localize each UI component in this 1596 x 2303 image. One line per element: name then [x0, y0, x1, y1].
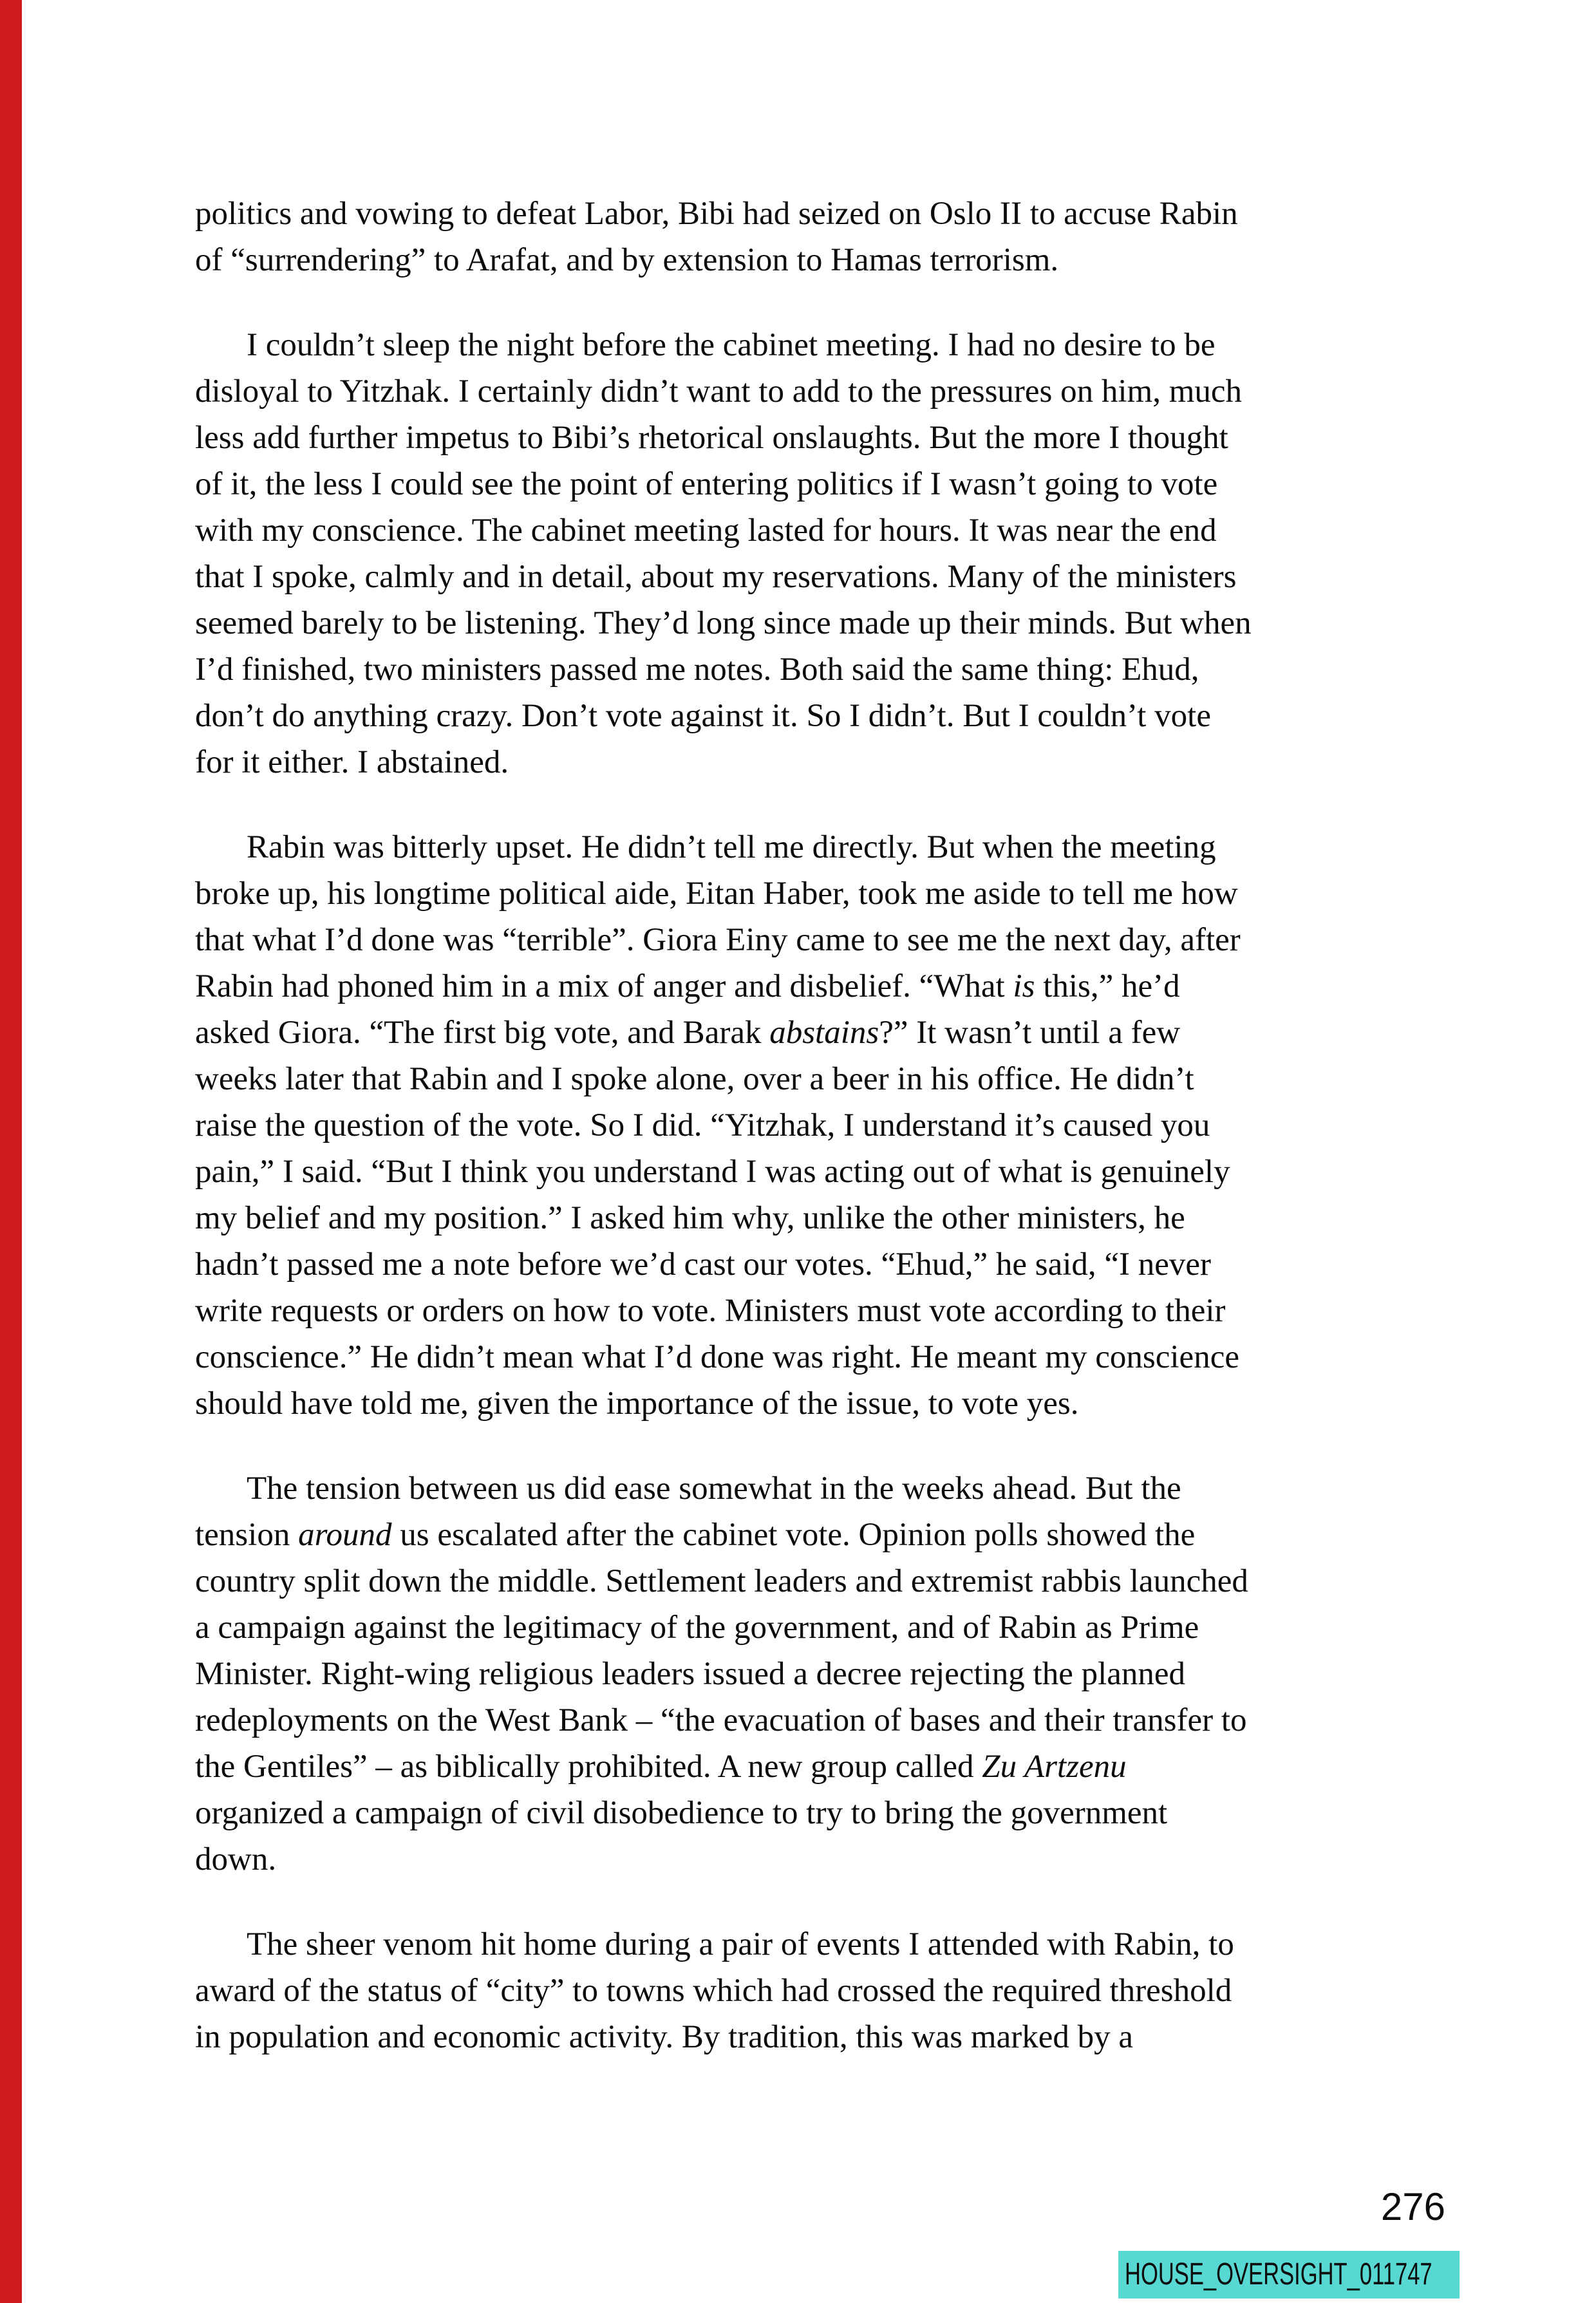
text-line: that what I’d done was “terrible”. Giora Einy came to see me the next day, after	[195, 922, 1241, 958]
text-line: Minister. Right-wing religious leaders issued a decree rejecting the planned	[195, 1656, 1186, 1692]
text-line: that I spoke, calmly and in detail, about my reservations. Many of the ministers	[195, 559, 1237, 595]
text-line: politics and vowing to defeat Labor, Bibi had seized on Oslo II to accuse Rabin	[195, 196, 1238, 232]
text-line: I couldn’t sleep the night before the cabinet meeting. I had no desire to be	[247, 327, 1216, 363]
text-line: don’t do anything crazy. Don’t vote against it. So I didn’t. But I couldn’t vote	[195, 698, 1211, 734]
text-line: down.	[195, 1841, 277, 1877]
text-line: for it either. I abstained.	[195, 744, 509, 780]
text-line: with my conscience. The cabinet meeting lasted for hours. It was near the end	[195, 512, 1217, 549]
scan-edge-bar	[0, 0, 22, 2303]
paragraph	[195, 1921, 1438, 2060]
text-line: broke up, his longtime political aide, Eitan Haber, took me aside to tell me how	[195, 876, 1238, 912]
text-line: hadn’t passed me a note before we’d cast our votes. “Ehud,” he said, “I never	[195, 1246, 1212, 1283]
paragraph	[195, 322, 1438, 785]
paragraph	[195, 824, 1438, 1427]
text-line: I’d finished, two ministers passed me notes. Both said the same thing: Ehud,	[195, 652, 1199, 688]
text-line: in population and economic activity. By tradition, this was marked by a	[195, 2019, 1133, 2055]
text-line: seemed barely to be listening. They’d long since made up their minds. But when	[195, 605, 1252, 641]
text-line: should have told me, given the importance of the issue, to vote yes.	[195, 1386, 1079, 1422]
text-line: raise the question of the vote. So I did. “Yitzhak, I understand it’s caused you	[195, 1107, 1210, 1143]
bates-stamp	[1118, 2251, 1460, 2298]
text-line: less add further impetus to Bibi’s rhetorical onslaughts. But the more I thought	[195, 420, 1228, 456]
text-line: the Gentiles” – as biblically prohibited. A new group called Zu Artzenu	[195, 1749, 1127, 1785]
text-line: conscience.” He didn’t mean what I’d done was right. He meant my conscience	[195, 1339, 1239, 1375]
text-line: The tension between us did ease somewhat in the weeks ahead. But the	[247, 1471, 1181, 1507]
text-line: country split down the middle. Settlement leaders and extremist rabbis launched	[195, 1563, 1248, 1599]
text-line: write requests or orders on how to vote. Ministers must vote according to their	[195, 1293, 1226, 1329]
text-line: redeployments on the West Bank – “the evacuation of bases and their transfer to	[195, 1702, 1247, 1738]
text-line: pain,” I said. “But I think you understand I was acting out of what is genuinely	[195, 1154, 1230, 1190]
text-line: Rabin was bitterly upset. He didn’t tell me directly. But when the meeting	[247, 829, 1216, 865]
text-line: my belief and my position.” I asked him why, unlike the other ministers, he	[195, 1200, 1185, 1236]
text-line: Rabin had phoned him in a mix of anger and disbelief. “What is this,” he’d	[195, 968, 1180, 1004]
text-line: a campaign against the legitimacy of the government, and of Rabin as Prime	[195, 1610, 1199, 1646]
text-line: The sheer venom hit home during a pair of events I attended with Rabin, to	[247, 1926, 1234, 1962]
bates-stamp-label: HOUSE_OVERSIGHT_011747	[1125, 2257, 1432, 2291]
text-line: of “surrendering” to Arafat, and by extension to Hamas terrorism.	[195, 242, 1059, 278]
body-text	[195, 191, 1438, 2060]
text-line: organized a campaign of civil disobedience to try to bring the government	[195, 1795, 1168, 1831]
text-line: weeks later that Rabin and I spoke alone, over a beer in his office. He didn’t	[195, 1061, 1194, 1097]
text-line: asked Giora. “The first big vote, and Barak abstains?” It wasn’t until a few	[195, 1015, 1181, 1051]
text-line: of it, the less I could see the point of entering politics if I wasn’t going to vote	[195, 466, 1218, 502]
paragraph	[195, 1465, 1438, 1883]
text-line: award of the status of “city” to towns which had crossed the required threshold	[195, 1973, 1232, 2009]
paragraph	[195, 191, 1438, 283]
text-line: tension around us escalated after the cabinet vote. Opinion polls showed the	[195, 1517, 1196, 1553]
text-line: disloyal to Yitzhak. I certainly didn’t want to add to the pressures on him, much	[195, 373, 1243, 409]
page-number: 276	[1380, 2185, 1445, 2228]
